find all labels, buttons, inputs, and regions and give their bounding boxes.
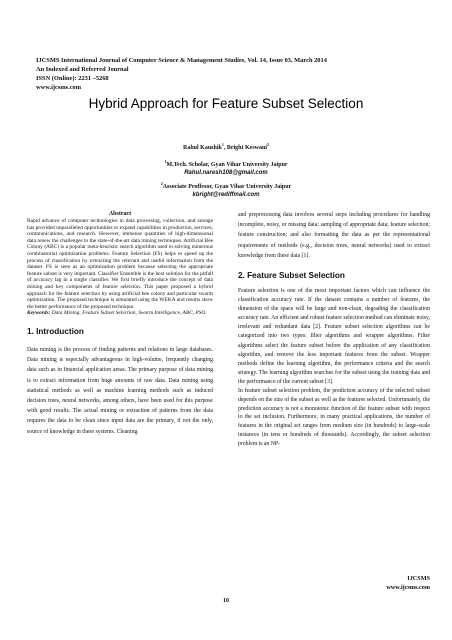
affiliation-text: Associate Proffesor, Gyan Vihar University Jaipur xyxy=(162,184,292,190)
abstract-heading: Abstract xyxy=(108,211,132,217)
feature-selection-paragraph: In feature subset selection problem, the prediction accuracy of the selected subset depends on the size of the subset as well as the features selected. Unfortunately, the prediction accuracy is not a monotonic function of the feature subset with respect to the set inclusion. Furthermore, in many practical applications, the number of features in the original set ranges from medium size (in hundreds) to large-scale instances (in tens or hundreds of thousands). Accordingly, the subset selection problem is an NP- xyxy=(238,388,430,447)
journal-website-line: www.ijcsms.com xyxy=(36,84,82,91)
affiliation-email: Rahul.naresh108@gmail.com xyxy=(184,170,268,176)
affiliation-org xyxy=(0,158,452,169)
journal-name-line: IJCSMS International Journal of Computer Science & Management Studies, Vol. 14, Issue 03, March 2014 xyxy=(36,57,327,64)
page-footer xyxy=(386,574,430,592)
introduction-continuation: and preprocessing data involves several steps including procedures for handling incomplete, noisy, or missing data; sampling of appropriate data; feature selection; feature construction; and also formatting the data as per the representational requirements of methods (e.g., decision trees, neural networks) used to extract knowledge from these data [1]. xyxy=(238,212,430,259)
section-heading-introduction: 1. Introduction xyxy=(27,326,84,336)
paper-title: Hybrid Approach for Feature Subset Selection xyxy=(88,96,364,111)
left-column xyxy=(27,210,213,437)
affiliation-org xyxy=(0,180,452,191)
footer-journal: IJCSMS xyxy=(407,575,430,582)
author-line xyxy=(0,142,452,151)
right-column xyxy=(238,210,430,449)
author-name: Rahul Kaushik xyxy=(182,145,222,151)
author-name: Bright Keswani xyxy=(226,145,268,151)
affiliation-block xyxy=(0,158,452,177)
author-separator: , xyxy=(223,145,227,151)
abstract-text: Rapid advance of computer technologies in data processing, collection, and storage has provided unparalleled opportunities to expand capabilities in production, services, communications, and research. However, immense quantities of high-dimensional data renew the challenges to the state-of-the-art data mining techniques. Artificial Bee Colony (ABC) is a popular meta-heuristic search algorithm used in solving numerous combinatorial optimization problems. Feature Selection (FS) helps to speed up the process of classification by extracting the relevant and useful information from the dataset. FS is seen as an optimization problem because selecting the appropriate feature subset is very important. Classifier Ensemble is the best solution for the pitfall of accuracy lag in a single classifier. We first briefly introduce the concept of data mining and key components of feature selection. This paper proposed a hybrid approach for the feature selection by using artificial bee colony and particular swarm optimization. The proposed technique is simulated using the WEKA and results show the better performance of the proposed technique. xyxy=(27,218,213,310)
section-heading-feature-subset-selection: 2. Feature Subset Selection xyxy=(238,271,345,281)
page-number: 10 xyxy=(223,598,229,604)
journal-issn-line: ISSN (Online): 2231 –5268 xyxy=(36,75,109,82)
author-affil-mark: 1 xyxy=(221,142,224,147)
affiliation-mark: 2 xyxy=(160,181,163,186)
affiliation-block xyxy=(0,180,452,199)
footer-website: www.ijcsms.com xyxy=(386,584,430,591)
introduction-paragraph: Data mining is the process of finding patterns and relations in large databases. Data mining is especially advantageous in high-volume, frequently changing data such as in financial application areas. The primary purpose of data mining is to extract information from huge amounts of raw data. Data mining using statistical methods as well as machine learning methods such as induced decision trees, neural networks, among others, have been used for this purpose with good results. The actual mining or extraction of patterns from the data requires the data to be clean since input data are the primary, if not the only, source of knowledge in these systems. Cleaning xyxy=(27,346,213,435)
author-affil-mark: 2 xyxy=(267,142,270,147)
keywords-line xyxy=(27,310,213,317)
affiliation-text: M.Tech. Scholar, Gyan Vihar University Jaipur xyxy=(166,162,288,168)
affiliation-email: kbright@rediffmail.com xyxy=(192,192,260,198)
keywords-list: Data Mining, Feature Subset Selection, Swarm Intelligence, ABC, PSO. xyxy=(50,310,207,317)
journal-index-line: An Indexed and Referred Journal xyxy=(36,66,129,73)
affiliation-mark: 1 xyxy=(164,159,167,164)
journal-header xyxy=(36,56,327,92)
keywords-label: Keywords: xyxy=(27,310,51,317)
feature-selection-paragraph: Feature selection is one of the most important factors which can influence the classification accuracy rate. If the dataset contains a number of features, the dimension of the space will be large and non-clean, degrading the classification accuracy rate. An efficient and robust feature selection method can eliminate noisy, irrelevant and redundant data [2]. Feature subset selection algorithms can be categorized into two types: filter algorithms and wrapper algorithms. Filter algorithms select the feature subset before the application of any classification algorithm, and remove the less important features from the subset. Wrapper methods define the learning algorithm, the performance criteria and the search strategy. The learning algorithm searches for the subset using the training data and the performance of the current subset [3]. xyxy=(238,288,430,385)
